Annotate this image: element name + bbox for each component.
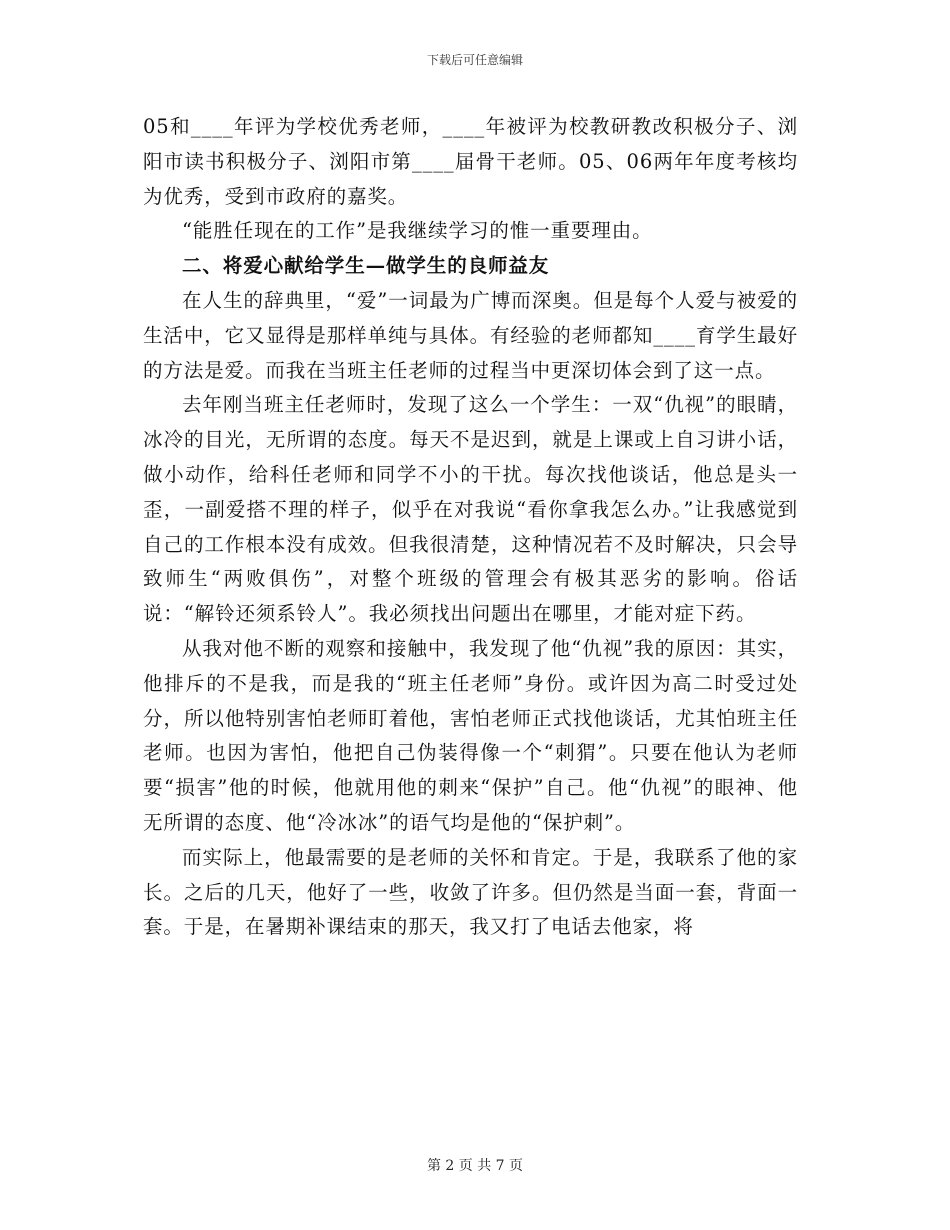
paragraph-student-story: 去年刚当班主任老师时，发现了这么一个学生：一双“仇视”的眼睛，冰冷的目光，无所谓的态度。每天不是迟到，就是上课或上自习讲小话，做小动作，给科任老师和同学不小的干扰。每次找他谈话，他总是头一歪，一副爱搭不理的样子，似乎在对我说“看你拿我怎么办。”让我感觉到自己的工作根本没有成效。但我很清楚，这种情况若不及时解决，只会导致师生“两败俱伤”，对整个班级的管理会有极其恶劣的影响。俗话说：“解铃还须系铃人”。我必须找出问题出在哪里，才能对症下药。: [143, 393, 798, 626]
paragraph-parent-contact: 而实际上，他最需要的是老师的关怀和肯定。于是，我联系了他的家长。之后的几天，他好了一些，收敛了许多。但仍然是当面一套，背面一套。于是，在暑期补课结束的那天，我又打了电话去他家，将: [143, 845, 798, 939]
paragraph-love-definition: 在人生的辞典里，“爱”一词最为广博而深奥。但是每个人爱与被爱的生活中，它又显得是那样单纯与具体。有经验的老师都知____育学生最好的方法是爱。而我在当班主任老师的过程当中更深切体会到了这一点。: [143, 288, 798, 382]
paragraph-learning-reason: “能胜任现在的工作”是我继续学习的惟一重要理由。: [182, 219, 653, 243]
page-header: 下载后可任意编辑: [426, 53, 523, 67]
document-body: [143, 110, 798, 945]
paragraph-honors: 05和____年评为学校优秀老师，____年被评为校教研教改积极分子、浏阳市读书积极分子、浏阳市第____届骨干老师。05、06两年年度考核均为优秀，受到市政府的嘉奖。: [143, 115, 798, 208]
paragraph-observation: 从我对他不断的观察和接触中，我发现了他“仇视”我的原因：其实，他排斥的不是我，而是我的“班主任老师”身份。或许因为高二时受过处分，所以他特别害怕老师盯着他，害怕老师正式找他谈话，尤其怕班主任老师。也因为害怕，他把自己伪装得像一个“刺猬”。只要在他认为老师要“损害”他的时候，他就用他的刺来“保护”自己。他“仇视”的眼神、他无所谓的态度、他“冷冰冰”的语气均是他的“保护刺”。: [143, 636, 798, 834]
page-number: 第 2 页 共 7 页: [426, 1158, 524, 1174]
section-heading-love: 二、将爱心献给学生—做学生的良师益友: [182, 254, 550, 278]
